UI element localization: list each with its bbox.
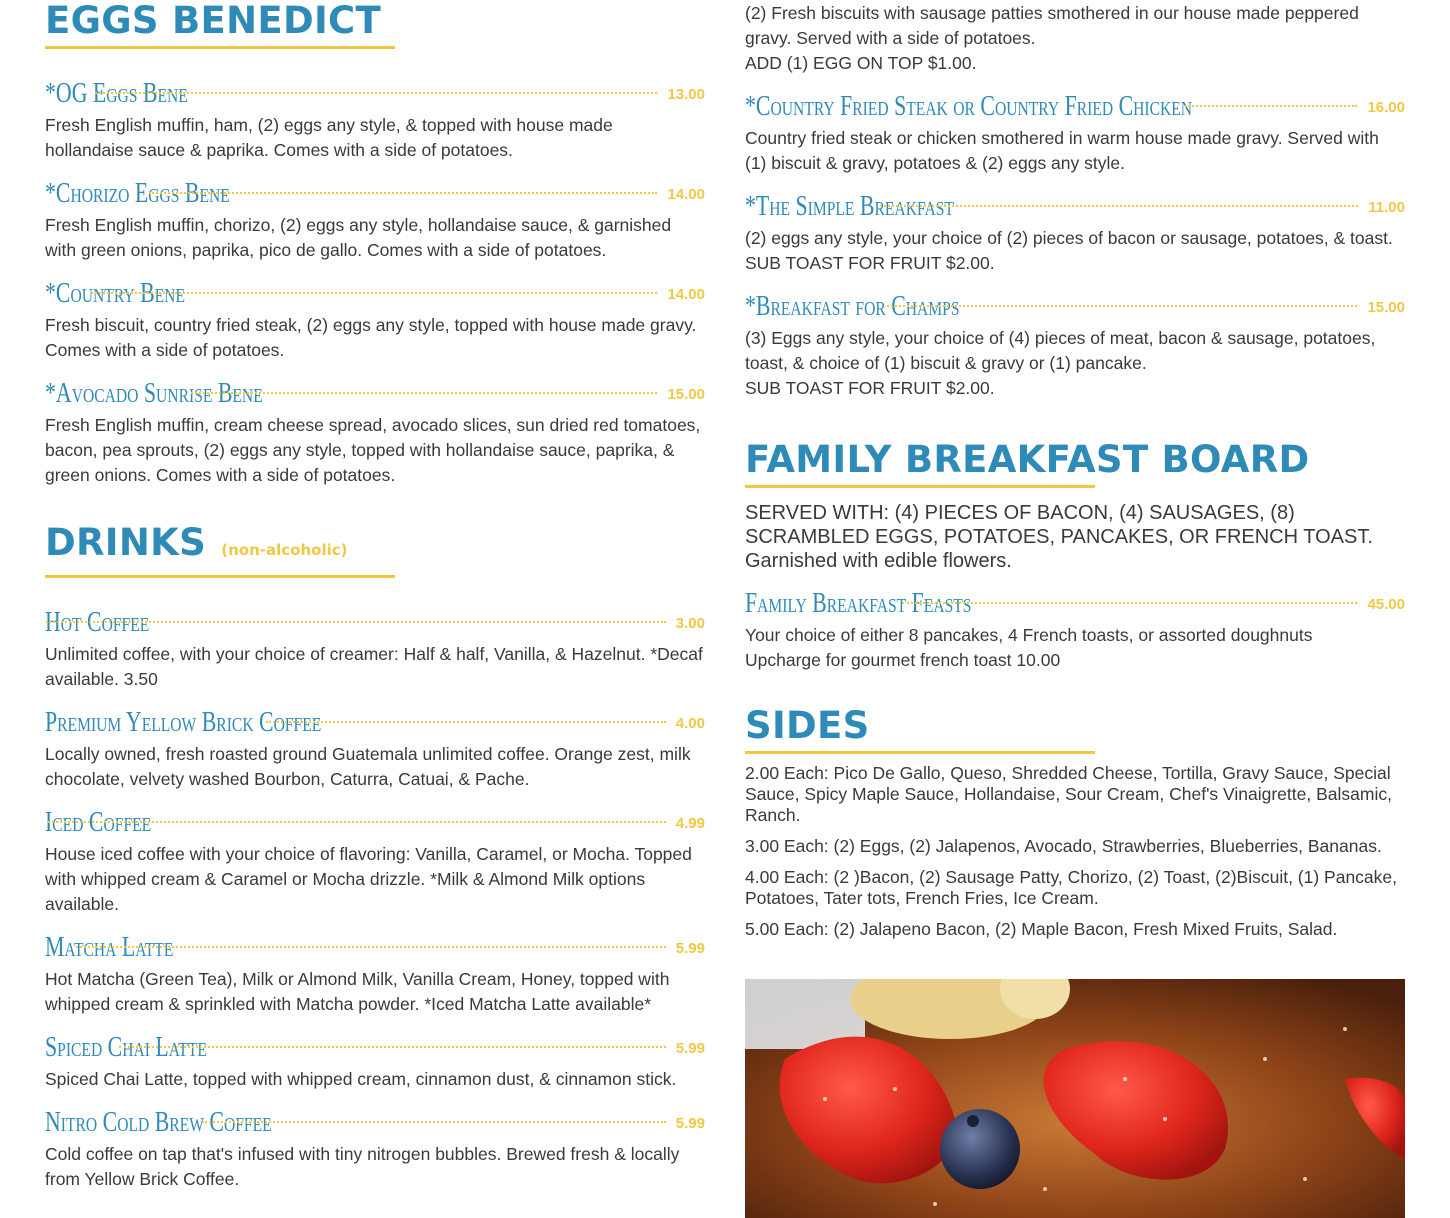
dotted-leader bbox=[149, 192, 658, 194]
dotted-leader bbox=[1185, 105, 1357, 107]
dotted-leader bbox=[880, 205, 1359, 207]
menu-item[interactable] bbox=[45, 177, 705, 263]
item-name: Iced Coffee bbox=[45, 807, 152, 838]
item-description: Spiced Chai Latte, topped with whipped cream, cinnamon dust, & cinnamon stick. bbox=[45, 1069, 677, 1089]
menu-item[interactable] bbox=[745, 190, 1405, 276]
item-name: Spiced Chai Latte bbox=[45, 1032, 207, 1063]
item-description: Hot Matcha (Green Tea), Milk or Almond Milk, Vanilla Cream, Honey, topped with whipped cream & sprinkled with Matcha powder. *Iced Matcha Latte available* bbox=[45, 969, 670, 1014]
right-column bbox=[745, 0, 1405, 940]
sides-heading: SIDES bbox=[745, 704, 870, 747]
item-name: Premium Yellow Brick Coffee bbox=[45, 707, 322, 738]
heading-underline bbox=[45, 575, 395, 578]
item-name: Hot Coffee bbox=[45, 607, 150, 638]
garnish-text: Garnished with edible flowers. bbox=[745, 550, 1012, 572]
menu-item[interactable] bbox=[745, 290, 1405, 401]
item-addon: SUB TOAST FOR FRUIT $2.00. bbox=[745, 378, 995, 398]
dotted-leader bbox=[76, 946, 665, 948]
item-price: 16.00 bbox=[1367, 98, 1405, 116]
french-toast-photo bbox=[745, 979, 1405, 1218]
item-name: *Country Fried Steak or Country Fried Chicken bbox=[745, 91, 1193, 122]
dotted-leader bbox=[46, 621, 666, 623]
sides-price-line: 5.00 Each: (2) Jalapeno Bacon, (2) Maple Bacon, Fresh Mixed Fruits, Salad. bbox=[745, 919, 1338, 939]
menu-item[interactable] bbox=[45, 77, 705, 163]
item-header bbox=[45, 1031, 705, 1065]
menu-item[interactable] bbox=[745, 587, 1405, 673]
item-price: 45.00 bbox=[1367, 595, 1405, 613]
item-header bbox=[745, 587, 1405, 621]
item-header bbox=[745, 90, 1405, 124]
served-with-text: SERVED WITH: (4) PIECES OF BACON, (4) SAUSAGES, (8) SCRAMBLED EGGS, POTATOES, PANCAKES, OR FRENCH TOAST. bbox=[745, 502, 1373, 548]
menu-item[interactable] bbox=[745, 90, 1405, 176]
item-description: Fresh English muffin, chorizo, (2) eggs any style, hollandaise sauce, & garnished with green onions, paprika, pico de gallo. Comes with a side of potatoes. bbox=[45, 215, 672, 260]
item-header bbox=[745, 290, 1405, 324]
drinks-heading bbox=[45, 520, 705, 573]
item-name: *Avocado Sunrise Bene bbox=[45, 378, 263, 409]
item-price: 14.00 bbox=[667, 285, 705, 303]
item-header bbox=[745, 190, 1405, 224]
item-name: *Chorizo Eggs Bene bbox=[45, 178, 230, 209]
sides-price-line: 3.00 Each: (2) Eggs, (2) Jalapenos, Avocado, Strawberries, Blueberries, Bananas. bbox=[745, 836, 1382, 856]
item-description: Fresh English muffin, ham, (2) eggs any style, & topped with house made hollandaise sauce & paprika. Comes with a side of potatoes. bbox=[45, 115, 613, 160]
dotted-leader bbox=[887, 305, 1358, 307]
item-header bbox=[45, 931, 705, 965]
item-name: Nitro Cold Brew Coffee bbox=[45, 1107, 272, 1138]
dotted-leader bbox=[119, 1046, 665, 1048]
sides-price-line: 4.00 Each: (2 )Bacon, (2) Sausage Patty, Chorizo, (2) Toast, (2)Biscuit, (1) Pancake, Potatoes, Tater tots, French Fries, Ice Cream. bbox=[745, 867, 1398, 908]
item-name: *Breakfast for Champs bbox=[745, 291, 960, 322]
dotted-leader bbox=[95, 92, 658, 94]
item-header bbox=[45, 377, 705, 411]
menu-item[interactable] bbox=[45, 277, 705, 363]
drinks-section bbox=[45, 520, 705, 1192]
item-addon: SUB TOAST FOR FRUIT $2.00. bbox=[745, 253, 995, 273]
left-column bbox=[45, 0, 705, 1192]
dotted-leader bbox=[202, 1121, 665, 1123]
item-price: 5.99 bbox=[675, 1114, 705, 1132]
item-header bbox=[45, 1106, 705, 1140]
item-name: Matcha Latte bbox=[45, 932, 174, 963]
item-description: Country fried steak or chicken smothered in warm house made gravy. Served with (1) biscuit & gravy, potatoes & (2) eggs any style. bbox=[745, 128, 1379, 173]
heading-underline bbox=[45, 46, 395, 49]
item-price: 15.00 bbox=[1367, 298, 1405, 316]
item-description: Fresh English muffin, cream cheese spread, avocado slices, sun dried red tomatoes, bacon, pea sprouts, (2) eggs any style, topped with hollandaise sauce, paprika, & green onions. Comes with a side of potatoes. bbox=[45, 415, 701, 485]
item-description: (3) Eggs any style, your choice of (4) pieces of meat, bacon & sausage, potatoes, toast, & choice of (1) biscuit & gravy or (1) pancake. bbox=[745, 328, 1376, 373]
item-price: 13.00 bbox=[667, 85, 705, 103]
item-description: Cold coffee on tap that's infused with tiny nitrogen bubbles. Brewed fresh & locally from Yellow Brick Coffee. bbox=[45, 1144, 680, 1189]
sides-section bbox=[745, 703, 1405, 940]
item-description: Your choice of either 8 pancakes, 4 French toasts, or assorted doughnuts bbox=[745, 625, 1313, 645]
menu-item[interactable] bbox=[45, 606, 705, 692]
drinks-title: DRINKS bbox=[45, 521, 207, 564]
dotted-leader bbox=[266, 721, 666, 723]
item-description: Unlimited coffee, with your choice of creamer: Half & half, Vanilla, & Hazelnut. *Decaf available. 3.50 bbox=[45, 644, 703, 689]
item-description: (2) Fresh biscuits with sausage patties smothered in our house made peppered gravy. Served with a side of potatoes. bbox=[745, 3, 1359, 48]
dotted-leader bbox=[191, 392, 658, 394]
menu-item[interactable] bbox=[45, 931, 705, 1017]
item-price: 4.99 bbox=[675, 814, 705, 832]
menu-item[interactable] bbox=[45, 377, 705, 488]
menu-item[interactable] bbox=[45, 1106, 705, 1192]
item-header bbox=[45, 806, 705, 840]
item-description: Locally owned, fresh roasted ground Guatemala unlimited coffee. Orange zest, milk chocolate, velvety washed Bourbon, Caturra, Catuai, & Pache. bbox=[45, 744, 691, 789]
item-header bbox=[45, 706, 705, 740]
french-toast-illustration bbox=[745, 979, 1405, 1218]
item-addon: ADD (1) EGG ON TOP $1.00. bbox=[745, 53, 977, 73]
drinks-note: (non-alcoholic) bbox=[221, 541, 348, 559]
menu-item[interactable] bbox=[45, 706, 705, 792]
item-description: House iced coffee with your choice of flavoring: Vanilla, Caramel, or Mocha. Topped with whipped cream & Caramel or Mocha drizzle. *Milk & Almond Milk options available. bbox=[45, 844, 692, 914]
item-price: 11.00 bbox=[1368, 198, 1405, 216]
item-price: 14.00 bbox=[667, 185, 705, 203]
menu-item[interactable] bbox=[45, 806, 705, 917]
eggs-benedict-section bbox=[45, 0, 705, 488]
item-description: Fresh biscuit, country fried steak, (2) eggs any style, topped with house made gravy. Comes with a side of potatoes. bbox=[45, 315, 697, 360]
item-header bbox=[45, 606, 705, 640]
item-header bbox=[45, 77, 705, 111]
family-board-heading: FAMILY BREAKFAST BOARD bbox=[745, 438, 1310, 481]
item-name: Family Breakfast Feasts bbox=[745, 588, 972, 619]
item-name: *Country Bene bbox=[45, 278, 185, 309]
dotted-leader bbox=[48, 821, 666, 823]
item-name: *The Simple Breakfast bbox=[745, 191, 954, 222]
item-header bbox=[45, 277, 705, 311]
dotted-leader bbox=[91, 292, 657, 294]
heading-underline bbox=[745, 485, 1095, 488]
item-price: 5.99 bbox=[675, 939, 705, 957]
item-description: (2) eggs any style, your choice of (2) pieces of bacon or sausage, potatoes, & toast. bbox=[745, 228, 1393, 248]
item-price: 15.00 bbox=[667, 385, 705, 403]
item-price: 4.00 bbox=[675, 714, 705, 732]
item-name: *OG Eggs Bene bbox=[45, 78, 188, 109]
dotted-leader bbox=[902, 602, 1357, 604]
item-price: 3.00 bbox=[675, 614, 705, 632]
item-header bbox=[45, 177, 705, 211]
menu-item[interactable] bbox=[45, 1031, 705, 1092]
sides-price-line: 2.00 Each: Pico De Gallo, Queso, Shredded Cheese, Tortilla, Gravy Sauce, Special Sauce, Spicy Maple Sauce, Hollandaise, Sour Cream, Chef's Vinaigrette, Balsamic, Ranch. bbox=[745, 763, 1392, 825]
item-addon: Upcharge for gourmet french toast 10.00 bbox=[745, 650, 1061, 670]
item-price: 5.99 bbox=[675, 1039, 705, 1057]
eggs-benedict-heading: EGGS BENEDICT bbox=[45, 0, 382, 42]
biscuits-item-continued bbox=[745, 1, 1405, 76]
family-board-section bbox=[745, 437, 1405, 673]
heading-underline bbox=[745, 751, 1095, 754]
